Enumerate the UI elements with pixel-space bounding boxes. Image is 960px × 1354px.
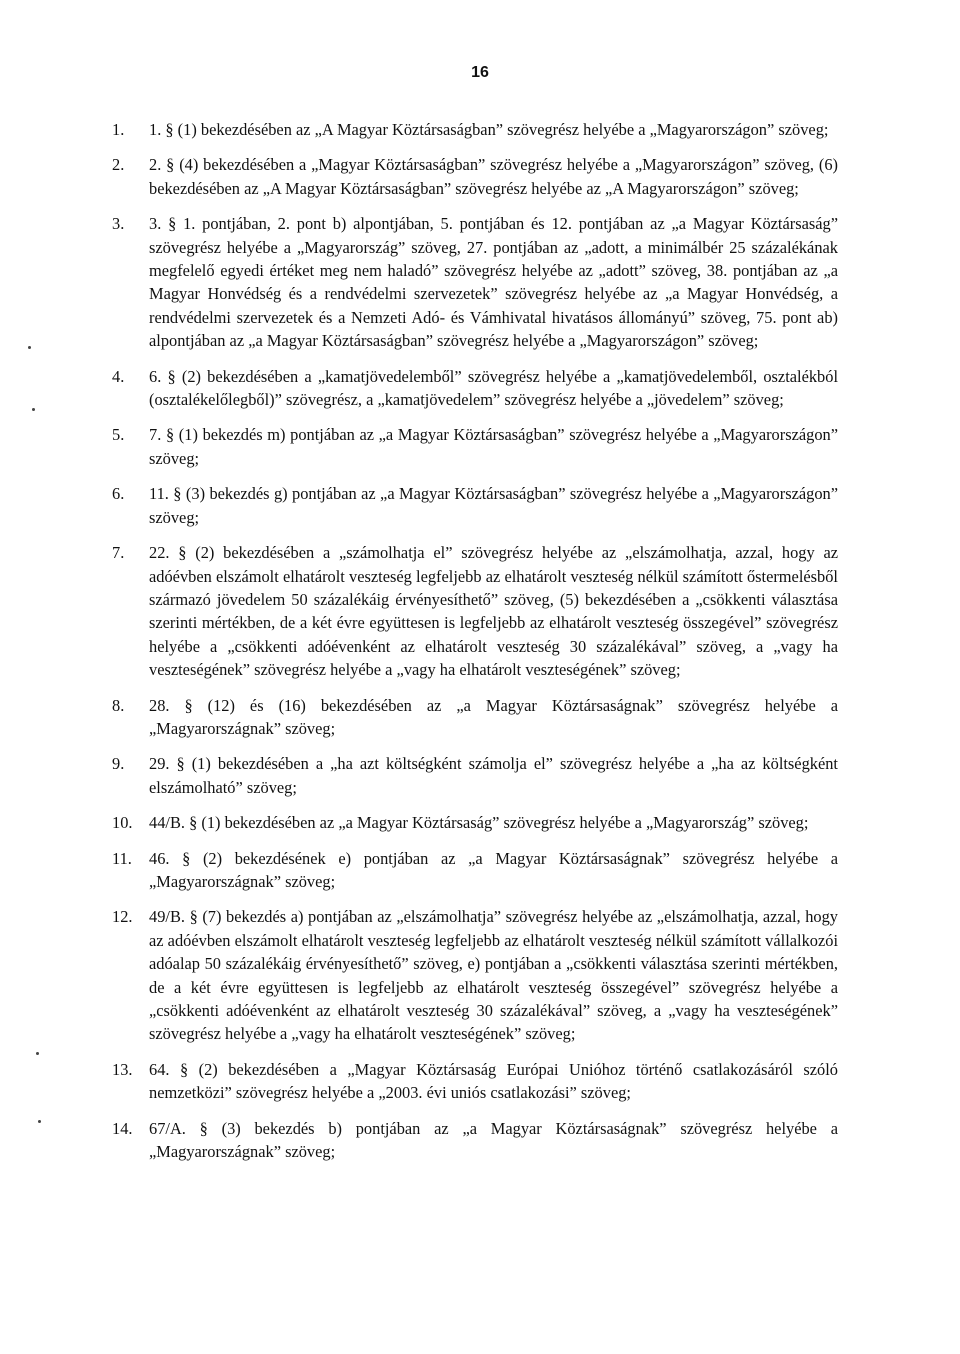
list-item: [112, 365, 838, 412]
item-text: 44/B. § (1) bekezdésében az „a Magyar Köztársaság” szövegrész helyébe a „Magyarország” szöveg;: [149, 813, 809, 833]
item-text: 64. § (2) bekezdésében a „Magyar Köztársaság Európai Unióhoz történő csatlakozásáról szóló nemzetközi” szövegrész helyébe a „2003. évi uniós csatlakozási” szöveg;: [149, 1059, 838, 1103]
item-number: 1.: [112, 120, 125, 139]
item-number: 4.: [112, 366, 125, 386]
item-text: 22. § (2) bekezdésében a „számolhatja el” szövegrész helyébe az „elszámolhatja, azzal, hogy az adóévben elszámolt elhatárolt veszteség legfeljebb az elhatárolt veszteség nélkül számított őstermelésből származó jövedelem 50 százalékáig érvényesíthető” szöveg, (5) bekezdésében a „csökkenti választása szerinti mértékben, de a két évre együttesen is legfeljebb az elhatárolt veszteség összegével” szövegrész helyébe a „csökkenti adóévenként az elhatárolt veszteség 30 százalékával” szöveg, a „vagy ha veszteségének” szövegrész helyébe a „vagy ha elhatárolt veszteségének” szöveg;: [149, 543, 838, 680]
page-number: 16: [471, 64, 489, 81]
item-number: 12.: [112, 907, 133, 927]
item-text: 3. § 1. pontjában, 2. pont b) alpontjában, 5. pontjában és 12. pontjában az „a Magyar Köztársaság” szövegrész helyébe a „Magyarország” szöveg, 27. pontjában az „adott, a minimálbér 25 százalékának megfelelő egyedi értéket meg nem haladó” szövegrész helyébe az „adott” szöveg, 38. pontjában az „a Magyar Honvédség és a rendvédelmi szervezetek” szövegrész helyébe az „a Magyar Honvédség, a rendvédelmi szervezetek és a Nemzeti Adó- és Vámhivatal hivatásos állományú” szöveg, 75. pont ab) alpontjában az „a Magyar Köztársaságban” szövegrész helyébe a „Magyarországon” szöveg;: [149, 214, 838, 351]
scan-mark: [38, 1120, 41, 1123]
item-number: 2.: [112, 155, 125, 175]
amendment-list: [112, 118, 838, 1175]
item-text: 29. § (1) bekezdésében a „ha azt költségként számolja el” szövegrész helyébe a „ha az költségként elszámolható” szöveg;: [149, 754, 838, 797]
item-number: 14.: [112, 1118, 133, 1138]
item-text: 2. § (4) bekezdésében a „Magyar Köztársaságban” szövegrész helyébe a „Magyarországon” szöveg, (6) bekezdésében az „A Magyar Köztársaságban” szövegrész helyébe az „A Magyarországon” szöveg;: [149, 155, 838, 198]
item-text: 6. § (2) bekezdésében a „kamatjövedelemből” szövegrész helyébe a „kamatjövedelemből, osztalékból (osztalékelőlegből)” szövegrész, a „kamatjövedelem” szövegrész helyébe a „jövedelem” szöveg;: [149, 366, 838, 410]
list-item: [112, 752, 838, 799]
scan-mark: [36, 1052, 39, 1055]
item-number: 5.: [112, 425, 125, 445]
item-text: 7. § (1) bekezdés m) pontjában az „a Magyar Köztársaságban” szövegrész helyébe a „Magyarországon” szöveg;: [149, 425, 838, 468]
list-item: [112, 694, 838, 741]
list-item: [112, 212, 838, 352]
item-text: 11. § (3) bekezdés g) pontjában az „a Magyar Köztársaságban” szövegrész helyébe a „Magyarországon” szöveg;: [149, 484, 838, 527]
list-item: [112, 811, 838, 834]
list-item: [112, 482, 838, 529]
list-item: [112, 541, 838, 681]
list-item: [112, 847, 838, 894]
scan-mark: [28, 346, 31, 349]
item-number: 11.: [112, 848, 132, 868]
list-item: [112, 1117, 838, 1164]
item-number: 9.: [112, 754, 125, 774]
item-text: 67/A. § (3) bekezdés b) pontjában az „a Magyar Köztársaságnak” szövegrész helyébe a „Magyarországnak” szöveg;: [149, 1118, 838, 1162]
item-number: 3.: [112, 214, 125, 234]
item-number: 7.: [112, 543, 125, 563]
list-item: [112, 423, 838, 470]
item-text: 28. § (12) és (16) bekezdésében az „a Magyar Köztársaságnak” szövegrész helyébe a „Magyarországnak” szöveg;: [149, 695, 838, 738]
item-number: 8.: [112, 695, 125, 715]
item-number: 6.: [112, 484, 125, 504]
scan-mark: [32, 408, 35, 411]
item-text: 46. § (2) bekezdésének e) pontjában az „a Magyar Köztársaságnak” szövegrész helyébe a „Magyarországnak” szöveg;: [149, 848, 838, 891]
list-item: [112, 905, 838, 1045]
item-text: 49/B. § (7) bekezdés a) pontjában az „elszámolhatja” szövegrész helyébe az „elszámolhatja, azzal, hogy az adóévben elszámolt elhatárolt veszteség legfeljebb az elhatárolt veszteség nélkül számított vállalkozói adóalap 50 százalékáig érvényesíthető” szöveg, e) pontjában a „csökkenti választása szerinti mértékben, de a két évre együttesen is legfeljebb az elhatárolt veszteség összegével” szövegrész helyébe a „csökkenti adóévenként az elhatárolt veszteség 30 százalékával” szöveg, a „vagy ha veszteségének” szövegrész helyébe a „vagy ha elhatárolt veszteségének” szöveg;: [149, 907, 838, 1044]
item-number: 13.: [112, 1059, 133, 1079]
list-item: [112, 1058, 838, 1105]
list-item: [112, 153, 838, 200]
list-item: [112, 118, 838, 141]
item-text: 1. § (1) bekezdésében az „A Magyar Köztársaságban” szövegrész helyébe a „Magyarországon” szöveg;: [149, 120, 829, 139]
item-number: 10.: [112, 813, 133, 833]
